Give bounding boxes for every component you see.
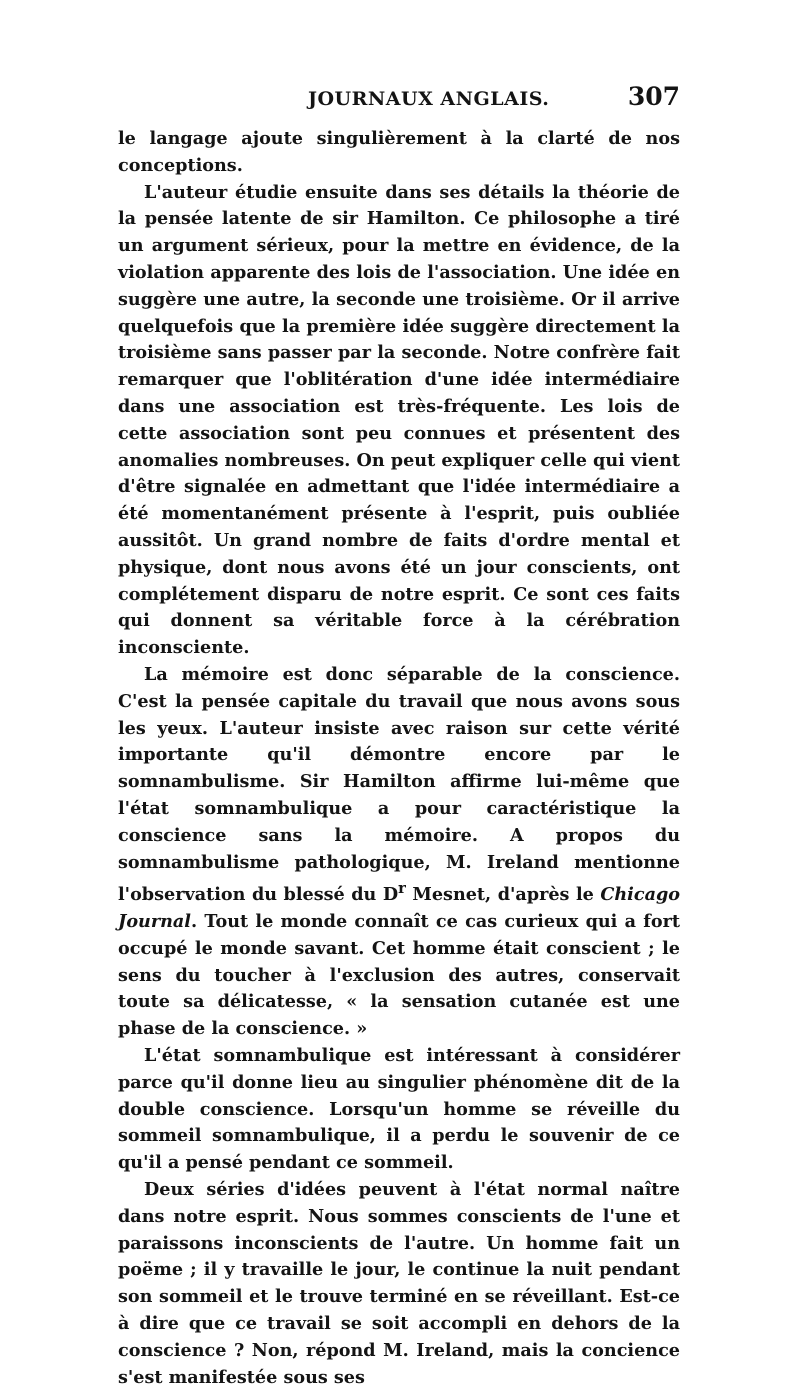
paragraph-memory-text-start: La mémoire est donc séparable de la conscience. C'est la pensée capitale du travail que nous avons sous les yeux. L'auteur insiste avec raison sur cette vérité importante qu'il démontre encore par le somnambulisme. Sir Hamilton affirme lui-même que l'état somnambulique a pour caractéristique la conscience sans la mémoire. A propos du somnambulisme pathologique, M. Ireland mentionne l'observation du blessé du D xyxy=(118,663,680,906)
running-title: JOURNAUX ANGLAIS. xyxy=(308,88,550,110)
book-page xyxy=(118,82,680,1391)
paragraph-two-series-ideas: Deux séries d'idées peuvent à l'état normal naître dans notre esprit. Nous sommes conscients de l'une et paraissons inconscients de l'autre. Un homme fait un poëme ; il y travaille le jour, le continue la nuit pendant son sommeil et le trouve terminé en se réveillant. Est-ce à dire que ce travail se soit accompli en dehors de la conscience ? Non, répond M. Ireland, mais la concience s'est manifestée sous ses xyxy=(118,1178,680,1388)
journal-title-chicago: Chicago Journal xyxy=(118,884,681,932)
paragraph-somnambulic-state: L'état somnambulique est intéressant à considérer parce qu'il donne lieu au singulier phénomène dit de la double conscience. Lorsqu'un homme se réveille du sommeil somnambulique, il a perdu le souvenir de ce qu'il a pensé pendant ce sommeil. xyxy=(118,1044,680,1174)
page-number: 307 xyxy=(627,82,680,111)
paragraph-continuation: le langage ajoute singulièrement à la clarté de nos conceptions. xyxy=(118,128,680,176)
paragraph-memory-text-middle: Mesnet, d'après le xyxy=(405,884,601,906)
doctor-abbrev-superscript: r xyxy=(398,880,406,898)
paragraph-memory-text-end: . Tout le monde connaît ce cas curieux qui a fort occupé le monde savant. Cet homme était conscient ; le sens du toucher à l'exclusion des autres, conservait toute sa délicatesse, « la sensation cutanée est une phase de la conscience. » xyxy=(118,910,680,1040)
running-head xyxy=(118,82,680,126)
body-text xyxy=(118,126,680,1391)
paragraph-memory-conscience xyxy=(118,662,680,1043)
paragraph-hamilton-latent-thought: L'auteur étudie ensuite dans ses détails la théorie de la pensée latente de sir Hamilton. Ce philosophe a tiré un argument sérieux, pour la mettre en évidence, de la violation apparente des lois de l'association. Une idée en suggère une autre, la seconde une troisième. Or il arrive quelquefois que la première idée suggère directement la troisième sans passer par la seconde. Notre confrère fait remarquer que l'oblitération d'une idée intermédiaire dans une association est très-fréquente. Les lois de cette association sont peu connues et présentent des anomalies nombreuses. On peut expliquer celle qui vient d'être signalée en admettant que l'idée intermédiaire a été momentanément présente à l'esprit, puis oubliée aussitôt. Un grand nombre de faits d'ordre mental et physique, dont nous avons été un jour conscients, ont complétement disparu de notre esprit. Ce sont ces faits qui donnent sa véritable force à la cérébration inconsciente. xyxy=(118,181,680,659)
